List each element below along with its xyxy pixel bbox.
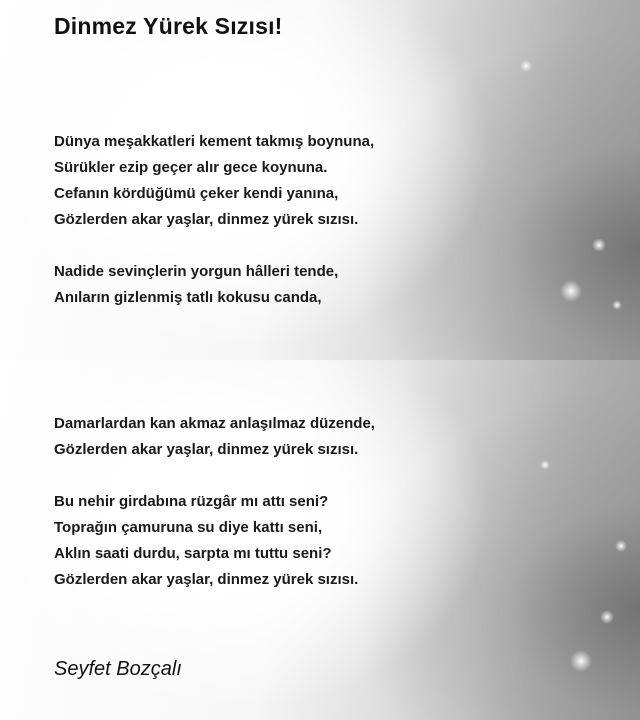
poem-line: Aklın saati durdu, sarpta mı tuttu seni? <box>54 545 332 562</box>
stanza <box>54 411 375 463</box>
poem-line: Sürükler ezip geçer alır gece koynuna. <box>54 159 328 176</box>
poem-line: Nadide sevinçlerin yorgun hâlleri tende, <box>54 263 339 280</box>
sparkle <box>560 280 582 302</box>
poem-line: Toprağın çamuruna su diye kattı seni, <box>54 519 323 536</box>
stanza <box>54 489 358 593</box>
sparkle <box>600 610 614 624</box>
poem-line: Dünya meşakkatleri kement takmış boynuna, <box>54 133 375 150</box>
poem-title: Dinmez Yürek Sızısı! <box>54 13 283 39</box>
poem-card-bottom <box>0 360 640 720</box>
sparkle <box>570 650 592 672</box>
poem-line: Gözlerden akar yaşlar, dinmez yürek sızısı. <box>54 211 359 228</box>
stanza <box>54 259 338 311</box>
poem-line: Bu nehir girdabına rüzgâr mı attı seni? <box>54 493 329 510</box>
poem-line: Anıların gizlenmiş tatlı kokusu canda, <box>54 289 322 306</box>
sparkle <box>592 238 606 252</box>
poem-line: Gözlerden akar yaşlar, dinmez yürek sızısı. <box>54 571 359 588</box>
stanza <box>54 129 374 233</box>
sparkle <box>520 60 532 72</box>
sparkle <box>612 300 622 310</box>
poem-line: Gözlerden akar yaşlar, dinmez yürek sızısı. <box>54 441 359 458</box>
sparkle <box>615 540 627 552</box>
poem-line: Cefanın kördüğümü çeker kendi yanına, <box>54 185 339 202</box>
poem-author: Seyfet Bozçalı <box>54 658 182 680</box>
sparkle <box>540 460 550 470</box>
poem-line: Damarlardan kan akmaz anlaşılmaz düzende, <box>54 415 375 432</box>
